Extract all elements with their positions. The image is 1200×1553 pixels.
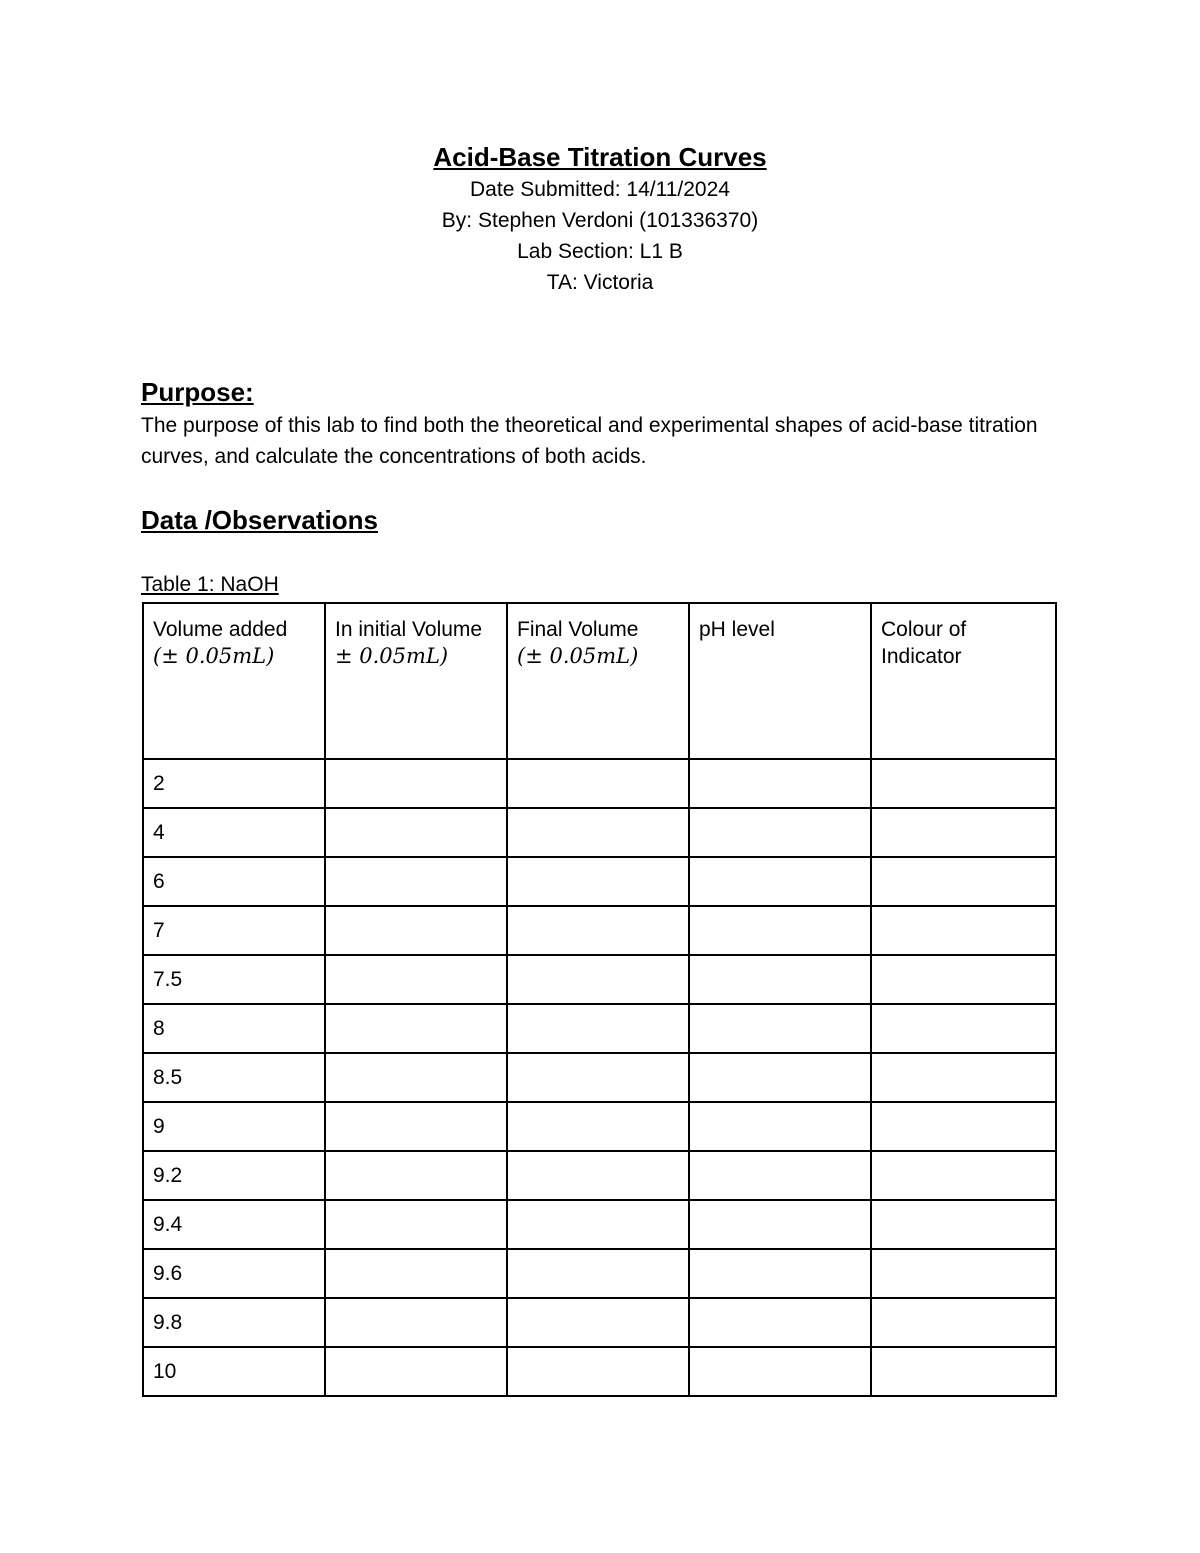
empty-cell[interactable] — [689, 1004, 871, 1053]
table-row — [143, 1151, 1056, 1200]
table-header-row — [143, 603, 1056, 759]
column-header-label: Volume added — [153, 618, 288, 641]
empty-cell[interactable] — [871, 857, 1056, 906]
empty-cell[interactable] — [325, 1347, 507, 1396]
table-row — [143, 906, 1056, 955]
table-row — [143, 1249, 1056, 1298]
empty-cell[interactable] — [689, 759, 871, 808]
purpose-heading: Purpose: — [141, 377, 254, 407]
table-row — [143, 955, 1056, 1004]
empty-cell[interactable] — [325, 1298, 507, 1347]
empty-cell[interactable] — [689, 808, 871, 857]
empty-cell[interactable] — [689, 1298, 871, 1347]
column-header-label: Final Volume — [517, 618, 639, 641]
column-header-initial-volume — [325, 603, 507, 759]
volume-added-cell: 8.5 — [143, 1053, 325, 1102]
empty-cell[interactable] — [507, 955, 689, 1004]
volume-added-cell: 6 — [143, 857, 325, 906]
author-line: By: Stephen Verdoni (101336370) — [441, 209, 759, 232]
table-row — [143, 1102, 1056, 1151]
empty-cell[interactable] — [507, 1151, 689, 1200]
volume-added-cell: 7.5 — [143, 955, 325, 1004]
table-row — [143, 808, 1056, 857]
empty-cell[interactable] — [325, 1200, 507, 1249]
empty-cell[interactable] — [689, 1200, 871, 1249]
empty-cell[interactable] — [871, 1200, 1056, 1249]
naoh-data-table — [142, 602, 1057, 1397]
document-title: Acid-Base Titration Curves — [433, 142, 767, 172]
column-header-volume-added — [143, 603, 325, 759]
ta-line: TA: Victoria — [546, 271, 654, 294]
empty-cell[interactable] — [325, 1053, 507, 1102]
volume-added-cell: 10 — [143, 1347, 325, 1396]
empty-cell[interactable] — [689, 906, 871, 955]
empty-cell[interactable] — [325, 857, 507, 906]
empty-cell[interactable] — [871, 1004, 1056, 1053]
volume-added-cell: 9.6 — [143, 1249, 325, 1298]
column-header-final-volume — [507, 603, 689, 759]
empty-cell[interactable] — [325, 906, 507, 955]
observations-heading: Data /Observations — [141, 505, 378, 535]
empty-cell[interactable] — [325, 955, 507, 1004]
volume-added-cell: 9.4 — [143, 1200, 325, 1249]
empty-cell[interactable] — [689, 1053, 871, 1102]
empty-cell[interactable] — [325, 1004, 507, 1053]
table-body — [143, 759, 1056, 1396]
empty-cell[interactable] — [689, 1347, 871, 1396]
empty-cell[interactable] — [871, 1298, 1056, 1347]
empty-cell[interactable] — [871, 955, 1056, 1004]
column-header-label: In initial Volume — [335, 618, 483, 641]
table-row — [143, 1004, 1056, 1053]
table-row — [143, 759, 1056, 808]
table-row — [143, 1200, 1056, 1249]
date-submitted: Date Submitted: 14/11/2024 — [470, 178, 730, 201]
empty-cell[interactable] — [689, 857, 871, 906]
column-header-label: Colour of Indicator — [881, 618, 967, 668]
empty-cell[interactable] — [325, 1151, 507, 1200]
empty-cell[interactable] — [507, 857, 689, 906]
table-row — [143, 1053, 1056, 1102]
empty-cell[interactable] — [871, 808, 1056, 857]
empty-cell[interactable] — [507, 1249, 689, 1298]
empty-cell[interactable] — [689, 1249, 871, 1298]
volume-added-cell: 7 — [143, 906, 325, 955]
empty-cell[interactable] — [871, 1347, 1056, 1396]
empty-cell[interactable] — [325, 808, 507, 857]
purpose-text: The purpose of this lab to find both the theoretical and experimental shapes of acid-base titration curves, and calculate the concentrations of both acids. — [141, 414, 1038, 468]
empty-cell[interactable] — [325, 759, 507, 808]
empty-cell[interactable] — [689, 1102, 871, 1151]
volume-added-cell: 9 — [143, 1102, 325, 1151]
volume-added-cell: 2 — [143, 759, 325, 808]
empty-cell[interactable] — [507, 1102, 689, 1151]
empty-cell[interactable] — [871, 906, 1056, 955]
empty-cell[interactable] — [871, 759, 1056, 808]
column-header-unit: (± 0.05mL) — [517, 644, 639, 668]
empty-cell[interactable] — [507, 1298, 689, 1347]
volume-added-cell: 9.8 — [143, 1298, 325, 1347]
volume-added-cell: 4 — [143, 808, 325, 857]
empty-cell[interactable] — [689, 955, 871, 1004]
empty-cell[interactable] — [325, 1102, 507, 1151]
empty-cell[interactable] — [507, 1347, 689, 1396]
empty-cell[interactable] — [507, 759, 689, 808]
table-row — [143, 857, 1056, 906]
column-header-unit: (± 0.05mL) — [153, 644, 275, 668]
empty-cell[interactable] — [507, 808, 689, 857]
volume-added-cell: 8 — [143, 1004, 325, 1053]
title-block — [0, 140, 1200, 298]
empty-cell[interactable] — [689, 1151, 871, 1200]
empty-cell[interactable] — [871, 1102, 1056, 1151]
column-header-label: pH level — [699, 618, 775, 641]
empty-cell[interactable] — [507, 906, 689, 955]
empty-cell[interactable] — [325, 1249, 507, 1298]
empty-cell[interactable] — [507, 1053, 689, 1102]
volume-added-cell: 9.2 — [143, 1151, 325, 1200]
column-header-unit: ± 0.05mL) — [335, 644, 449, 668]
lab-section: Lab Section: L1 B — [517, 240, 683, 263]
table-row — [143, 1298, 1056, 1347]
table-caption: Table 1: NaOH — [141, 573, 279, 596]
column-header-indicator-colour — [871, 603, 1056, 759]
empty-cell[interactable] — [871, 1151, 1056, 1200]
empty-cell[interactable] — [507, 1200, 689, 1249]
empty-cell[interactable] — [871, 1053, 1056, 1102]
column-header-ph-level — [689, 603, 871, 759]
table-row — [143, 1347, 1056, 1396]
empty-cell[interactable] — [871, 1249, 1056, 1298]
empty-cell[interactable] — [507, 1004, 689, 1053]
